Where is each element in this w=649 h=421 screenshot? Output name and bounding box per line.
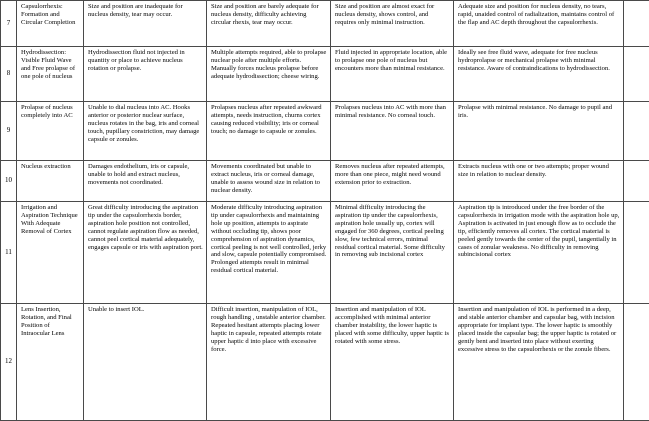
step-name: Irrigation and Aspiration Technique With Adequate Removal of Cortex xyxy=(17,202,84,304)
score-cell-advanced-beginner: Size and position are almost exact for nucleus density, shows control, and requires only minimal instruction. xyxy=(331,1,454,47)
not-applicable-cell xyxy=(624,102,649,161)
table-row xyxy=(1,161,649,202)
not-applicable-cell xyxy=(624,304,649,421)
score-cell-advanced-beginner: Removes nucleus after repeated attempts, more than one piece, might need wound extension prior to extraction. xyxy=(331,161,454,202)
not-applicable-cell xyxy=(624,161,649,202)
score-cell-advanced-beginner: Fluid injected in appropriate location, able to prolapse one pole of nucleus but encounters more than minimal resistance. xyxy=(331,47,454,102)
score-cell-competent: Aspiration tip is introduced under the free border of the capsulorrhexis in irrigation mode with the aspiration hole up, Aspiration is activated in just enough flow as to occlude the tip, efficiently removes all cortex. The cortical material is peeled gently towards the center of the pupil, tangentially in cases of zonular weakness. No difficulty in removing subincisional cortex xyxy=(454,202,624,304)
step-name: Lens Insertion, Rotation, and Final Position of Intraocular Lens xyxy=(17,304,84,421)
score-cell-novice: Damages endothelium, iris or capsule, unable to hold and extract nucleus, movements not coordinated. xyxy=(84,161,207,202)
step-name: Capsulorrhexis: Formation and Circular Completion xyxy=(17,1,84,47)
step-name: Prolapse of nucleus completely into AC xyxy=(17,102,84,161)
score-cell-beginner: Size and position are barely adequate for nucleus density, difficulty achieving circular rhexis, tear may occur. xyxy=(207,1,331,47)
score-cell-beginner: Moderate difficulty introducing aspiration tip under capsulorrhexis and maintaining hole up position, attempts to aspirate without occluding tip, shows poor comprehension of aspiration dynamics, cortical peeling is not well controlled, jerky and slow, capsule potentially compromised. Prolonged attempts result in minimal residual cortical material. xyxy=(207,202,331,304)
table-row xyxy=(1,47,649,102)
score-cell-novice: Great difficulty introducing the aspiration tip under the capsulorrhexis border, aspiration hole position not controlled, cannot regulate aspiration flow as needed, cannot peel cortical material adequately, engages capsule or iris with aspiration port. xyxy=(84,202,207,304)
row-number: 9 xyxy=(1,102,17,161)
row-number: 12 xyxy=(1,304,17,421)
table-row xyxy=(1,304,649,421)
row-number: 11 xyxy=(1,202,17,304)
row-number: 7 xyxy=(1,1,17,47)
score-cell-novice: Unable to insert IOL. xyxy=(84,304,207,421)
score-cell-competent: Extracts nucleus with one or two attempts; proper wound size in relation to nuclear density. xyxy=(454,161,624,202)
score-cell-competent: Adequate size and position for nucleus density, no tears, rapid, unaided control of radialization, maintains control of the flap and AC depth throughout the capsulorrhexis. xyxy=(454,1,624,47)
row-number: 10 xyxy=(1,161,17,202)
table-row xyxy=(1,1,649,47)
table-row xyxy=(1,202,649,304)
score-cell-novice: Hydrodissection fluid not injected in quantity or place to achieve nucleus rotation or prolapse. xyxy=(84,47,207,102)
score-cell-competent: Ideally see free fluid wave, adequate for free nucleus hydroprolapse or mechanical prolapse with minimal resistance. Aware of contraindications to hydrodissection. xyxy=(454,47,624,102)
step-name: Nucleus extraction xyxy=(17,161,84,202)
table-row xyxy=(1,102,649,161)
score-cell-competent: Prolapse with minimal resistance. No damage to pupil and iris. xyxy=(454,102,624,161)
score-cell-beginner: Movements coordinated but unable to extract nucleus, iris or corneal damage, unable to assess wound size in relation to nuclear density. xyxy=(207,161,331,202)
score-cell-novice: Size and position are inadequate for nucleus density, tear may occur. xyxy=(84,1,207,47)
score-cell-competent: Insertion and manipulation of IOL is performed in a deep, and stable anterior chamber and capsular bag, with incision appropriate for implant type. The lower haptic is smoothly placed inside the capsular bag; the upper haptic is rotated or gently bent and inserted into place without exerting excessive stress to the capsulorrhexis or the zonule fibers. xyxy=(454,304,624,421)
score-cell-beginner: Prolapses nucleus after repeated awkward attempts, needs instruction, churns cortex causing reduced visibility; iris or corneal touch; no damage to capsule or zonules. xyxy=(207,102,331,161)
score-cell-beginner: Multiple attempts required, able to prolapse nuclear pole after multiple efforts. Manually forces nucleus prolapse before adequate hydrodissection; cheese wiring. xyxy=(207,47,331,102)
score-cell-novice: Unable to dial nucleus into AC. Hooks anterior or posterior nuclear surface, nucleus rotates in the bag, iris and corneal touch, pupillary constriction, may damage capsule or zonules. xyxy=(84,102,207,161)
not-applicable-cell xyxy=(624,1,649,47)
step-name: Hydrodissection: Visible Fluid Wave and Free prolapse of one pole of nucleus xyxy=(17,47,84,102)
row-number: 8 xyxy=(1,47,17,102)
score-cell-advanced-beginner: Insertion and manipulation of IOL accomplished with minimal anterior chamber instability, the lower haptic is placed with some difficulty, upper haptic is rotated with some stress. xyxy=(331,304,454,421)
not-applicable-cell xyxy=(624,47,649,102)
score-cell-beginner: Difficult insertion, manipulation of IOL, rough handling , unstable anterior chamber. Repeated hesitant attempts placing lower haptic in capsule, repeated attempts rotate upper haptic d into place with excessive force. xyxy=(207,304,331,421)
score-cell-advanced-beginner: Prolapses nucleus into AC with more than minimal resistance. No corneal touch. xyxy=(331,102,454,161)
not-applicable-cell xyxy=(624,202,649,304)
score-cell-advanced-beginner: Minimal difficulty introducing the aspiration tip under the capsulorrhexis, aspiration hole usually up, cortex will engaged for 360 degrees, cortical peeling slow, few technical errors, minimal residual cortical material. Some difficulty in removing sub incisional cortex xyxy=(331,202,454,304)
